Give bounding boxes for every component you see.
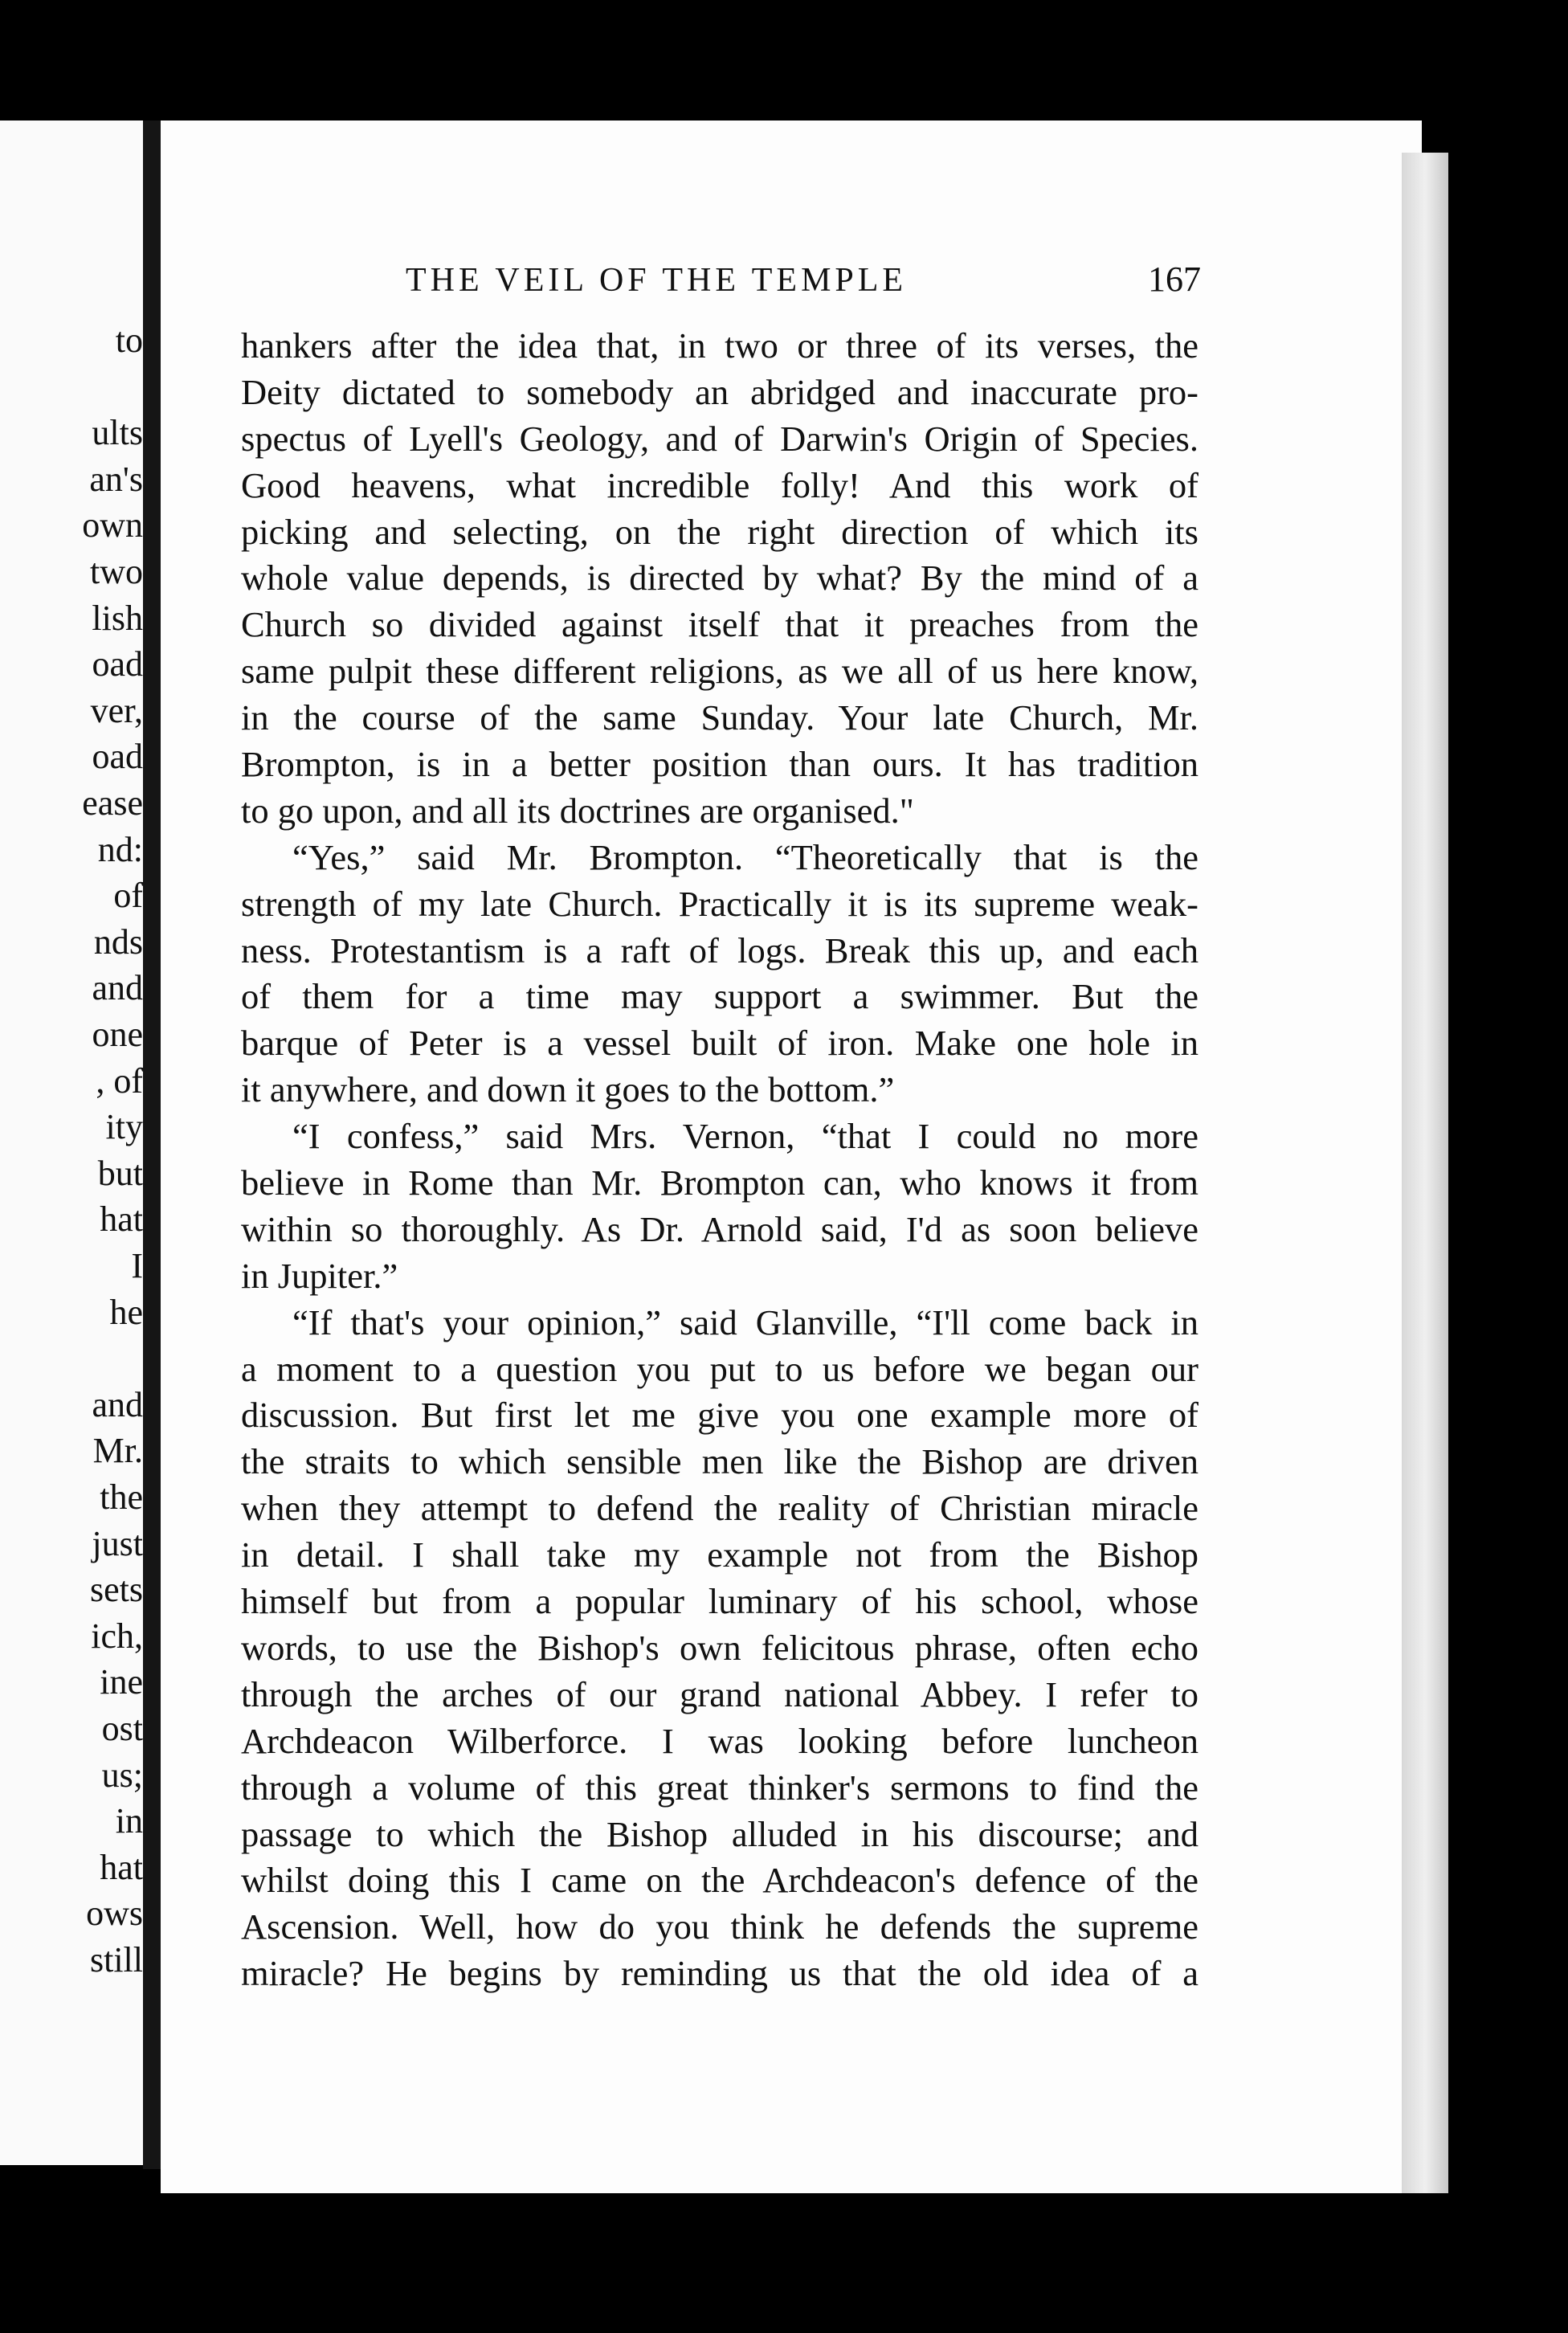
text-line: believe in Rome than Mr. Brompton can, who knows it from <box>241 1162 1198 1203</box>
text-line: Brompton, is in a better position than ours. It has tradition <box>241 744 1198 785</box>
facing-page-fragment: nd: <box>97 829 143 869</box>
facing-page-fragment: oad <box>92 737 143 777</box>
facing-page-fragment: nds <box>93 921 143 962</box>
text-line: Good heavens, what incredible folly! And this work of <box>241 464 1198 505</box>
facing-page-fragment: he <box>109 1292 143 1332</box>
facing-page-fragment: ows <box>86 1894 143 1934</box>
text-line: miracle? He begins by reminding us that the old idea of a <box>241 1953 1198 1994</box>
facing-page-fragment: to <box>115 321 143 360</box>
facing-page-fragment: still <box>89 1940 143 1980</box>
text-line: to go upon, and all its doctrines are organised." <box>241 790 914 831</box>
text-line: Archdeacon Wilberforce. I was looking before luncheon <box>241 1720 1198 1761</box>
facing-page-fragment: and <box>92 1384 143 1424</box>
body-text <box>241 323 1198 1997</box>
facing-page-fragment: just <box>92 1523 143 1563</box>
text-line: in detail. I shall take my example not from the Bishop <box>241 1534 1198 1575</box>
facing-page-fragment: in <box>115 1801 143 1841</box>
facing-page-fragment: I <box>131 1246 143 1285</box>
text-line: discussion. But first let me give you one example more of <box>241 1395 1198 1436</box>
text-line: through the arches of our grand national Abbey. I refer to <box>241 1673 1198 1714</box>
text-line: “If that's your opinion,” said Glanville, “I'll come back in <box>292 1301 1198 1342</box>
text-line: through a volume of this great thinker's sermons to find the <box>241 1767 1198 1808</box>
text-line: the straits to which sensible men like the Bishop are driven <box>241 1441 1198 1482</box>
facing-page-fragment: ost <box>101 1709 143 1748</box>
facing-page-fragment: an's <box>89 459 143 499</box>
text-line: spectus of Lyell's Geology, and of Darwin's Origin of Species. <box>241 418 1198 459</box>
text-line: “Yes,” said Mr. Brompton. “Theoretically that is the <box>292 836 1198 877</box>
text-line: “I confess,” said Mrs. Vernon, “that I could no more <box>292 1116 1198 1157</box>
facing-page-fragment: but <box>97 1153 143 1193</box>
facing-page-fragment: ine <box>100 1662 143 1702</box>
text-line: Church so divided against itself that it preaches from the <box>241 604 1198 645</box>
facing-page-fragment: ich, <box>91 1616 143 1656</box>
facing-page-fragment: ity <box>105 1107 143 1147</box>
text-line: Deity dictated to somebody an abridged and inaccurate pro- <box>241 371 1198 412</box>
text-line: hankers after the idea that, in two or three of its verses, the <box>241 325 1198 366</box>
facing-page-fragment: lish <box>92 598 143 638</box>
facing-page-fragment: oad <box>92 644 143 684</box>
text-line: whole value depends, is directed by what? By the mind of a <box>241 558 1198 599</box>
facing-page-fragment: of <box>113 876 143 916</box>
facing-page-fragment: ults <box>92 413 143 453</box>
facing-page-fragment: ease <box>82 783 143 823</box>
text-line: when they attempt to defend the reality of Christian miracle <box>241 1488 1198 1529</box>
facing-page-fragment: hat <box>100 1199 143 1240</box>
facing-page-fragment: Mr. <box>92 1431 143 1471</box>
text-line: whilst doing this I came on the Archdeacon's defence of the <box>241 1860 1198 1901</box>
facing-page-fragment: hat <box>100 1847 143 1887</box>
facing-page-fragment: us; <box>101 1755 143 1795</box>
facing-page <box>0 121 143 2165</box>
text-line: Ascension. Well, how do you think he defends the supreme <box>241 1906 1198 1947</box>
text-line: ness. Protestantism is a raft of logs. Break this up, and each <box>241 930 1198 970</box>
running-title: THE VEIL OF THE TEMPLE <box>406 262 908 299</box>
text-line: in the course of the same Sunday. Your late Church, Mr. <box>241 697 1198 738</box>
facing-page-fragment: sets <box>90 1570 143 1610</box>
page-number: 167 <box>1148 259 1201 299</box>
text-line: of them for a time may support a swimmer. But the <box>241 976 1198 1017</box>
book-gutter <box>143 121 161 2169</box>
text-line: barque of Peter is a vessel built of iron. Make one hole in <box>241 1023 1198 1064</box>
page-edge <box>1402 153 1448 2193</box>
facing-page-fragment: own <box>82 505 143 545</box>
text-line: same pulpit these different religions, as we all of us here know, <box>241 651 1198 692</box>
facing-page-fragment: the <box>100 1477 143 1517</box>
facing-page-fragment: , of <box>96 1060 143 1101</box>
running-header <box>406 259 1201 300</box>
text-line: himself but from a popular luminary of his school, whose <box>241 1581 1198 1622</box>
text-line: passage to which the Bishop alluded in his discourse; and <box>241 1813 1198 1854</box>
facing-page-fragment: two <box>90 552 143 591</box>
text-line: picking and selecting, on the right direction of which its <box>241 511 1198 552</box>
facing-page-fragment: ver, <box>90 690 143 730</box>
text-line: it anywhere, and down it goes to the bottom.” <box>241 1069 895 1110</box>
text-line: words, to use the Bishop's own felicitous phrase, often echo <box>241 1627 1198 1668</box>
facing-page-fragment: and <box>92 968 143 1008</box>
text-line: strength of my late Church. Practically it is its supreme weak- <box>241 883 1198 924</box>
text-line: a moment to a question you put to us before we began our <box>241 1348 1198 1389</box>
text-line: within so thoroughly. As Dr. Arnold said, I'd as soon believe <box>241 1208 1198 1249</box>
facing-page-fragment: one <box>92 1015 143 1054</box>
text-line: in Jupiter.” <box>241 1255 398 1296</box>
